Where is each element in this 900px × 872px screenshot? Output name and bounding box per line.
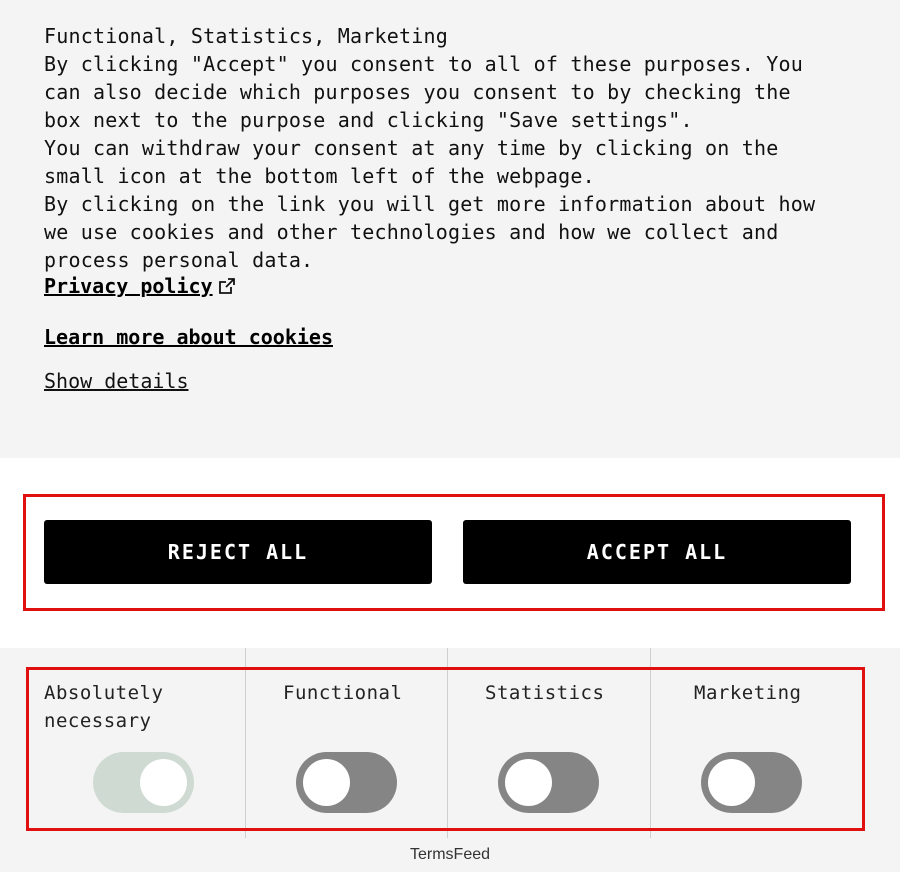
learn-more-cookies-link[interactable]: Learn more about cookies	[44, 325, 333, 349]
consent-description	[44, 22, 874, 274]
toggles-highlight-outline	[26, 667, 865, 831]
consent-line: You can withdraw your consent at any time by clicking on the	[44, 136, 779, 160]
privacy-policy-label: Privacy policy	[44, 274, 213, 298]
purpose-label-functional: Functional	[283, 682, 403, 704]
consent-line: Functional, Statistics, Marketing	[44, 24, 448, 48]
purpose-label-line: necessary	[44, 710, 152, 732]
purpose-label-marketing: Marketing	[694, 682, 802, 704]
consent-line: By clicking on the link you will get more information about how	[44, 192, 816, 216]
accept-all-button[interactable]: ACCEPT ALL	[463, 520, 851, 584]
footer-brand: TermsFeed	[0, 838, 900, 872]
show-details-link[interactable]: Show details	[44, 369, 189, 393]
consent-line: process personal data.	[44, 248, 314, 272]
external-link-icon	[219, 275, 235, 291]
consent-line: small icon at the bottom left of the webpage.	[44, 164, 595, 188]
privacy-policy-link[interactable]	[44, 274, 235, 298]
purpose-label-statistics: Statistics	[485, 682, 605, 704]
consent-line: By clicking "Accept" you consent to all of these purposes. You	[44, 52, 803, 76]
consent-line: can also decide which purposes you consent to by checking the	[44, 80, 791, 104]
consent-line: we use cookies and other technologies and how we collect and	[44, 220, 779, 244]
purpose-label-line: Absolutely	[44, 682, 164, 704]
reject-all-button[interactable]: REJECT ALL	[44, 520, 432, 584]
consent-line: box next to the purpose and clicking "Save settings".	[44, 108, 693, 132]
